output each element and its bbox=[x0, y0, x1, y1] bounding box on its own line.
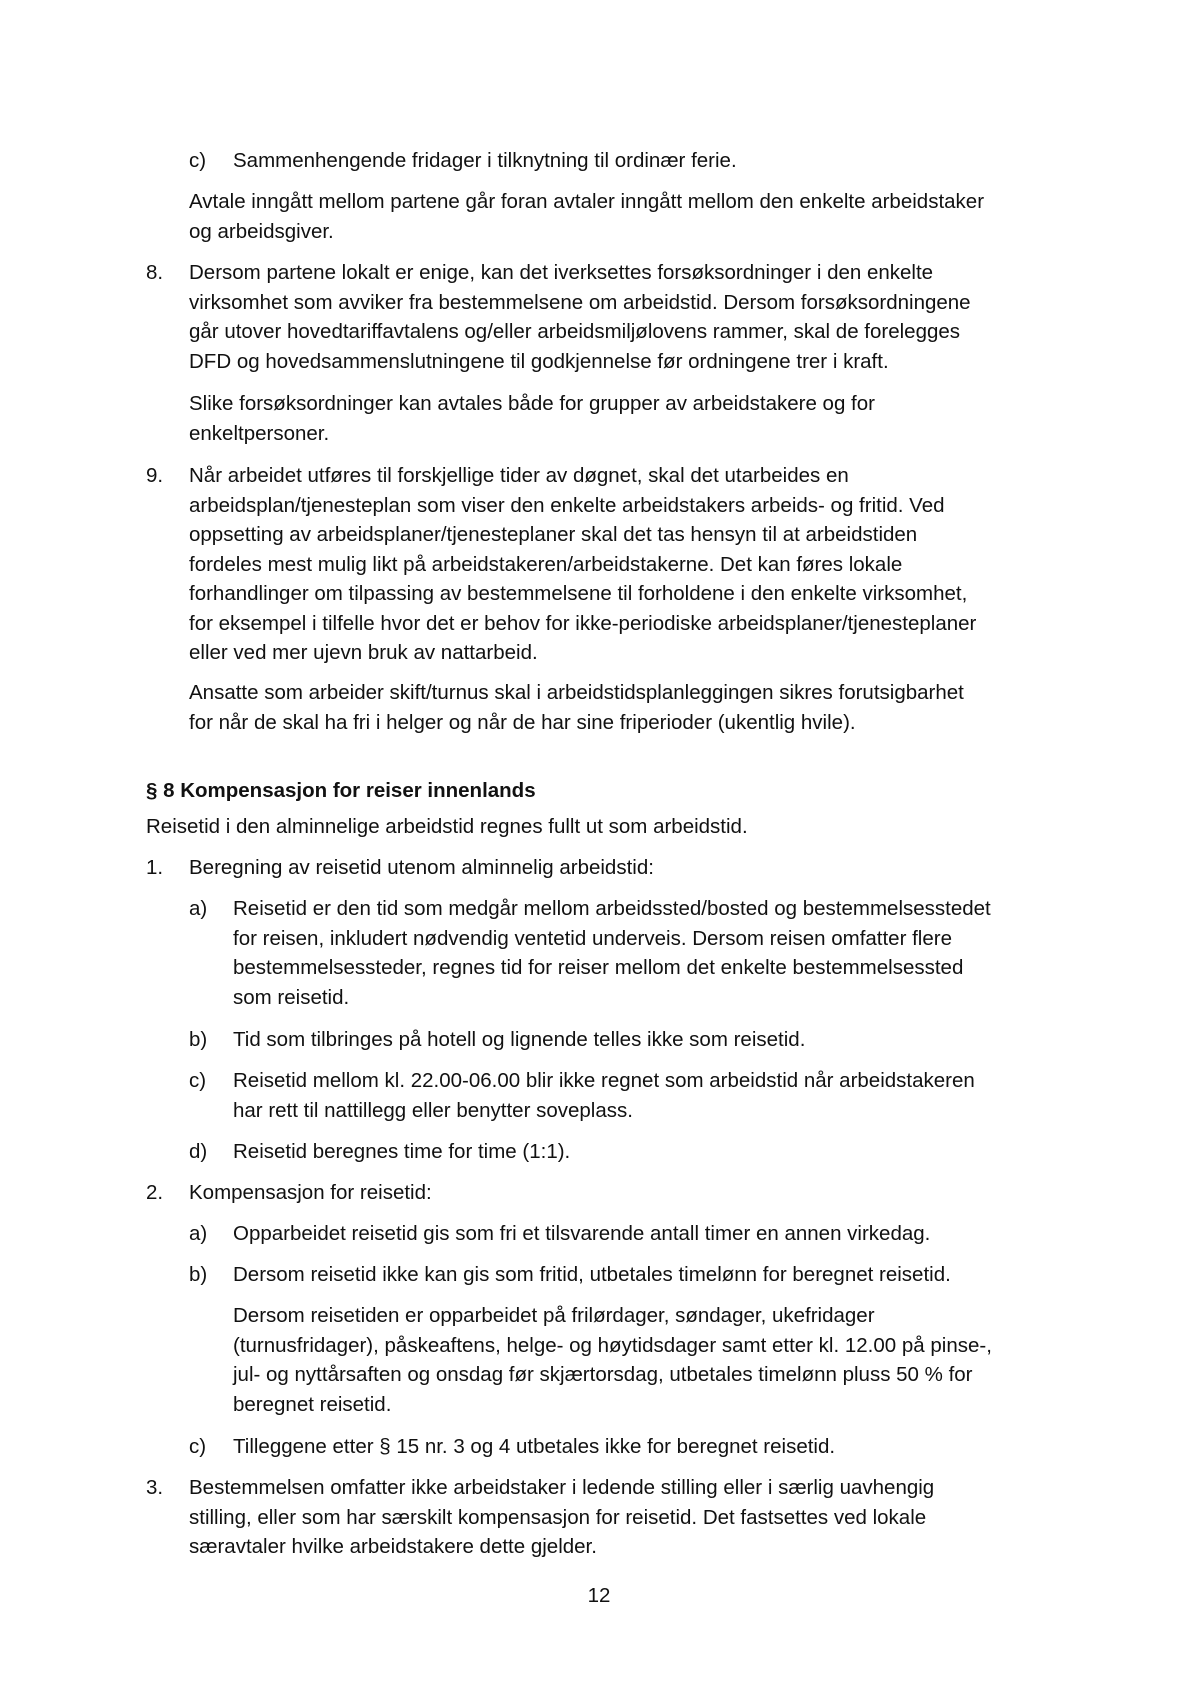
list-marker: 3. bbox=[146, 1476, 164, 1499]
list-marker: b) bbox=[189, 1028, 208, 1051]
list-item-8 bbox=[189, 258, 971, 376]
text-line: har rett til nattillegg eller benytter soveplass. bbox=[233, 1098, 633, 1122]
sub-item-2b bbox=[233, 1260, 951, 1290]
list-item-3 bbox=[189, 1473, 934, 1562]
text-line: går utover hovedtariffavtalens og/eller arbeidsmiljølovens rammer, skal de forelegges bbox=[189, 320, 961, 343]
text-line: (turnusfridager), påskeaftens, helge- og høytidsdager samt etter kl. 12.00 på pinse-, bbox=[233, 1333, 992, 1357]
text-line: Ansatte som arbeider skift/turnus skal i arbeidstidsplanleggingen sikres forutsigbarhet bbox=[189, 681, 964, 704]
text-line: Dersom reisetid ikke kan gis som fritid, utbetales timelønn for beregnet reisetid. bbox=[233, 1263, 951, 1286]
paragraph-agreement-note bbox=[189, 187, 984, 246]
list-marker: c) bbox=[189, 1435, 207, 1458]
text-line: stilling, eller som har særskilt kompensasjon for reisetid. Det fastsettes ved lokale bbox=[189, 1505, 927, 1529]
sub-item-1c bbox=[233, 1066, 975, 1125]
text-line: Opparbeidet reisetid gis som fri et tilsvarende antall timer en annen virkedag. bbox=[233, 1222, 931, 1245]
section-heading: § 8 Kompensasjon for reiser innenlands bbox=[146, 779, 536, 802]
list-marker: b) bbox=[189, 1263, 208, 1286]
sub-item-1b bbox=[233, 1025, 805, 1055]
text-line: bestemmelsessteder, regnes tid for reiser mellom det enkelte bestemmelsessted bbox=[233, 956, 964, 979]
paragraph-item-9-extra bbox=[189, 678, 964, 737]
text-line: og arbeidsgiver. bbox=[189, 219, 334, 243]
list-item-text: Sammenhengende fridager i tilknytning til ordinær ferie. bbox=[233, 149, 737, 172]
text-line: Når arbeidet utføres til forskjellige tider av døgnet, skal det utarbeides en bbox=[189, 464, 849, 487]
section-intro: Reisetid i den alminnelige arbeidstid regnes fullt ut som arbeidstid. bbox=[146, 815, 748, 838]
text-line: arbeidsplan/tjenesteplan som viser den enkelte arbeidstakers arbeids- og fritid. Ved bbox=[189, 493, 945, 517]
list-marker: c) bbox=[189, 1069, 207, 1092]
text-line: enkeltpersoner. bbox=[189, 421, 330, 445]
list-marker: a) bbox=[189, 1222, 208, 1245]
text-line: Reisetid beregnes time for time (1:1). bbox=[233, 1140, 571, 1163]
text-line: Reisetid er den tid som medgår mellom arbeidssted/bosted og bestemmelsesstedet bbox=[233, 897, 991, 920]
list-marker: 8. bbox=[146, 261, 164, 284]
text-line: DFD og hovedsammenslutningene til godkjennelse før ordningene trer i kraft. bbox=[189, 349, 889, 373]
text-line: for eksempel i tilfelle hvor det er behov for ikke-periodiske arbeidsplaner/tjenesteplaner bbox=[189, 611, 977, 635]
text-line: beregnet reisetid. bbox=[233, 1392, 392, 1416]
list-marker: 9. bbox=[146, 464, 164, 487]
text-line: som reisetid. bbox=[233, 985, 350, 1009]
list-marker: 1. bbox=[146, 856, 164, 879]
sub-item-2c bbox=[233, 1432, 835, 1462]
text-line: oppsetting av arbeidsplaner/tjenesteplaner skal det tas hensyn til at arbeidstiden bbox=[189, 523, 918, 546]
list-marker: a) bbox=[189, 897, 208, 920]
list-item-2: Kompensasjon for reisetid: bbox=[189, 1181, 432, 1204]
text-line: Tid som tilbringes på hotell og lignende telles ikke som reisetid. bbox=[233, 1028, 806, 1051]
list-item-1: Beregning av reisetid utenom alminnelig arbeidstid: bbox=[189, 856, 654, 879]
sub-item-2a bbox=[233, 1219, 930, 1249]
paragraph-item-8-extra bbox=[189, 389, 875, 448]
text-line: fordeles mest mulig likt på arbeidstakeren/arbeidstakerne. Det kan føres lokale bbox=[189, 552, 903, 576]
sub-item-1a bbox=[233, 894, 991, 1012]
sub-item-1d bbox=[233, 1137, 570, 1167]
text-line: Slike forsøksordninger kan avtales både for grupper av arbeidstakere og for bbox=[189, 392, 875, 415]
text-line: Reisetid mellom kl. 22.00-06.00 blir ikke regnet som arbeidstid når arbeidstakeren bbox=[233, 1069, 975, 1092]
list-item-9 bbox=[189, 461, 976, 668]
text-line: for reisen, inkludert nødvendig ventetid underveis. Dersom reisen omfatter flere bbox=[233, 926, 952, 950]
text-line: Dersom reisetiden er opparbeidet på frilørdager, søndager, ukefridager bbox=[233, 1304, 875, 1327]
text-line: jul- og nyttårsaften og onsdag før skjærtorsdag, utbetales timelønn pluss 50 % for bbox=[233, 1363, 973, 1386]
text-line: særavtaler hvilke arbeidstakere dette gjelder. bbox=[189, 1535, 597, 1558]
text-line: Dersom partene lokalt er enige, kan det iverksettes forsøksordninger i den enkelte bbox=[189, 261, 934, 284]
list-marker: d) bbox=[189, 1140, 208, 1163]
text-line: Bestemmelsen omfatter ikke arbeidstaker i ledende stilling eller i særlig uavhengig bbox=[189, 1476, 935, 1499]
text-line: virksomhet som avviker fra bestemmelsene om arbeidstid. Dersom forsøksordningene bbox=[189, 290, 971, 314]
text-line: forhandlinger om tilpassing av bestemmelsene til forholdene i den enkelte virksomhet, bbox=[189, 582, 968, 605]
text-line: Tilleggene etter § 15 nr. 3 og 4 utbetales ikke for beregnet reisetid. bbox=[233, 1435, 836, 1458]
paragraph-sub-item-2b-extra bbox=[233, 1301, 992, 1419]
page-number: 12 bbox=[587, 1584, 611, 1607]
text-line: eller ved mer ujevn bruk av nattarbeid. bbox=[189, 641, 538, 664]
list-marker: c) bbox=[189, 149, 207, 172]
text-line: for når de skal ha fri i helger og når de har sine friperioder (ukentlig hvile). bbox=[189, 710, 856, 734]
list-marker: 2. bbox=[146, 1181, 164, 1204]
text-line: Avtale inngått mellom partene går foran avtaler inngått mellom den enkelte arbeidstaker bbox=[189, 190, 985, 213]
